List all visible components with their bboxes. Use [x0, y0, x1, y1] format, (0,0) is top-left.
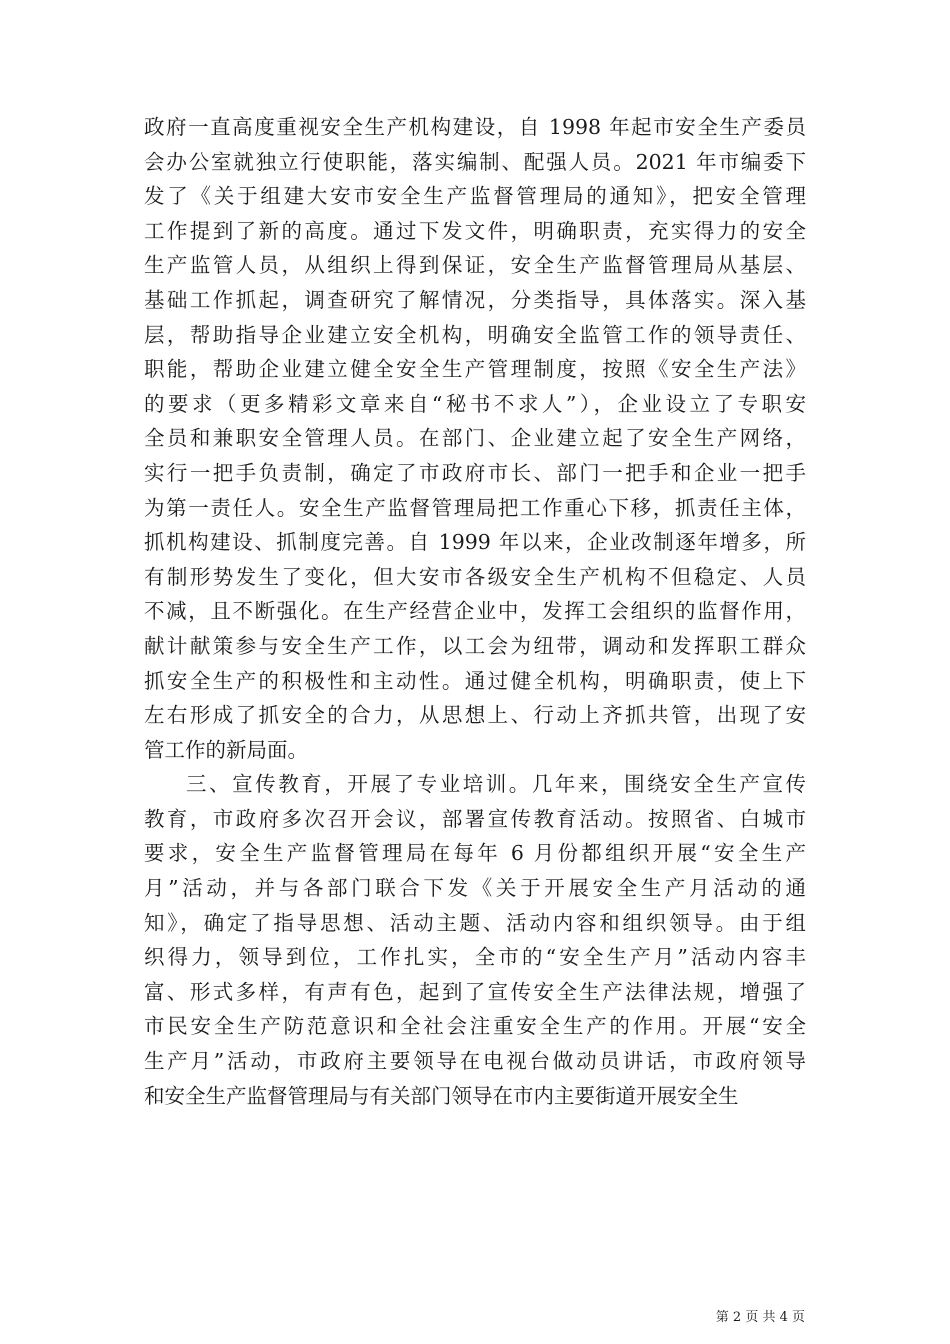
text-line: 有制形势发生了变化，但大安市各级安全生产机构不但稳定、人员: [144, 564, 806, 589]
text-line: 抓安全生产的积极性和主动性。通过健全机构，明确职责，使上下: [144, 668, 806, 693]
text-line: 政府一直高度重视安全生产机构建设，自 1998 年起市安全生产委员: [144, 115, 806, 139]
text-line: 全员和兼职安全管理人员。在部门、企业建立起了安全生产网络，: [144, 426, 806, 451]
text-line: 会办公室就独立行使职能，落实编制、配强人员。2021 年市编委下: [144, 149, 806, 174]
text-line: 月”活动，并与各部门联合下发《关于开展安全生产月活动的通: [144, 876, 806, 901]
text-line: 实行一把手负责制，确定了市政府市长、部门一把手和企业一把手: [144, 460, 806, 485]
text-line: 的要求（更多精彩文章来自“秘书不求人”），企业设立了专职安: [144, 391, 806, 416]
text-line: 基础工作抓起，调查研究了解情况，分类指导，具体落实。深入基: [144, 287, 806, 312]
page-number: 第 2 页 共 4 页: [715, 1310, 805, 1325]
text-line: 发了《关于组建大安市安全生产监督管理局的通知》，把安全管理: [144, 184, 806, 209]
document-body: [144, 110, 806, 1113]
text-line: 要求，安全生产监督管理局在每年 6 月份都组织开展“安全生产: [144, 841, 806, 866]
text-line: 织得力，领导到位，工作扎实，全市的“安全生产月”活动内容丰: [144, 945, 806, 970]
paragraph-organization: [144, 110, 806, 767]
text-line: 生产月”活动，市政府主要领导在电视台做动员讲话，市政府领导: [144, 1049, 806, 1074]
paragraph-publicity-education: [144, 767, 806, 1113]
text-line: 不减，且不断强化。在生产经营企业中，发挥工会组织的监督作用，: [144, 599, 806, 624]
text-line: 层，帮助指导企业建立安全机构，明确安全监管工作的领导责任、: [144, 322, 806, 347]
text-line: 和安全生产监督管理局与有关部门领导在市内主要街道开展安全生: [144, 1083, 739, 1108]
text-line: 抓机构建设、抓制度完善。自 1999 年以来，企业改制逐年增多，所: [144, 530, 806, 555]
text-line: 生产监管人员，从组织上得到保证，安全生产监督管理局从基层、: [144, 253, 806, 278]
text-line: 为第一责任人。安全生产监督管理局把工作重心下移，抓责任主体，: [144, 495, 806, 520]
text-line: 职能，帮助企业建立健全安全生产管理制度，按照《安全生产法》: [144, 357, 806, 382]
text-line: 左右形成了抓安全的合力，从思想上、行动上齐抓共管，出现了安: [144, 703, 806, 728]
text-line: 富、形式多样，有声有色，起到了宣传安全生产法律法规，增强了: [144, 979, 806, 1004]
text-line: 教育，市政府多次召开会议，部署宣传教育活动。按照省、白城市: [144, 806, 806, 831]
text-line: 献计献策参与安全生产工作，以工会为纽带，调动和发挥职工群众: [144, 633, 806, 658]
text-line: 市民安全生产防范意识和全社会注重安全生产的作用。开展“安全: [144, 1014, 806, 1039]
text-line: 管工作的新局面。: [144, 737, 308, 762]
text-line: 工作提到了新的高度。通过下发文件，明确职责，充实得力的安全: [144, 218, 806, 243]
text-line: 三、宣传教育，开展了专业培训。几年来，围绕安全生产宣传: [186, 772, 806, 797]
text-line: 知》，确定了指导思想、活动主题、活动内容和组织领导。由于组: [144, 910, 806, 935]
